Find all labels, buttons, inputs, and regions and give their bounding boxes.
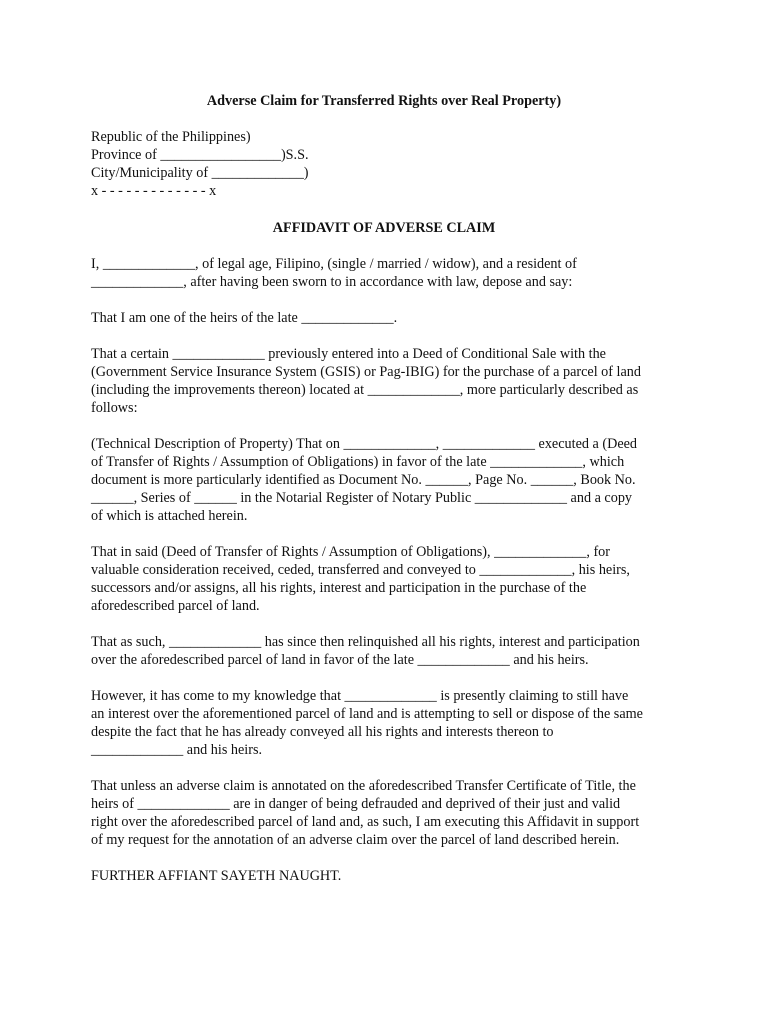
venue-line-province: Province of _________________)S.S.	[91, 147, 309, 163]
affidavit-body	[91, 255, 681, 903]
paragraph-deed-transfer: (Technical Description of Property) That on _____________, _____________ executed a (Deed of Transfer of Rights / Assumption of Obligations) in favor of the late _____________, which document is more particularly identified as Document No. ______, Page No. ______, Book No. ______, Series of ______ in the Notarial Register of Notary Public _____________ and a copy of which is attached herein.	[91, 436, 638, 524]
paragraph-conditional-sale: That a certain _____________ previously entered into a Deed of Conditional Sale with the (Government Service Insurance System (GSIS) or Pag-IBIG) for the purchase of a parcel of land (including the improvements thereon) located at _____________, more particularly described as follows:	[91, 346, 641, 416]
paragraph-consideration: That in said (Deed of Transfer of Rights / Assumption of Obligations), _____________, for valuable consideration received, ceded, transferred and conveyed to _____________, his heirs, successors and/or assigns, all his rights, interest and participation in the purchase of the aforedescribed parcel of land.	[91, 544, 630, 614]
venue-header	[91, 128, 691, 200]
paragraph-knowledge: However, it has come to my knowledge that _____________ is presently claiming to still have an interest over the aforementioned parcel of land and is attempting to sell or dispose of the same despite the fact that he has already conveyed all his rights and interests thereon to _____________ and his heirs.	[91, 688, 643, 758]
paragraph-closing: FURTHER AFFIANT SAYETH NAUGHT.	[91, 868, 342, 884]
paragraph-annotation-request: That unless an adverse claim is annotated on the aforedescribed Transfer Certificate of Title, the heirs of _____________ are in danger of being defrauded and deprived of their just and valid right over the aforedescribed parcel of land and, as such, I am executing this Affidavit in support of my request for the annotation of an adverse claim over the parcel of land described herein.	[91, 778, 640, 848]
paragraph-affiant-intro: I, _____________, of legal age, Filipino, (single / married / widow), and a resident of _____________, after having been sworn to in accordance with law, depose and say:	[91, 256, 577, 290]
paragraph-relinquished: That as such, _____________ has since then relinquished all his rights, interest and participation over the aforedescribed parcel of land in favor of the late _____________ and his heirs.	[91, 634, 640, 668]
document-title: Adverse Claim for Transferred Rights over Real Property)	[206, 93, 562, 109]
venue-line-city: City/Municipality of _____________)	[91, 165, 309, 181]
venue-line-republic: Republic of the Philippines)	[91, 129, 251, 145]
venue-separator: x - - - - - - - - - - - - - x	[91, 183, 217, 199]
paragraph-heir-statement: That I am one of the heirs of the late _____________.	[91, 310, 398, 326]
affidavit-title: AFFIDAVIT OF ADVERSE CLAIM	[272, 220, 496, 236]
